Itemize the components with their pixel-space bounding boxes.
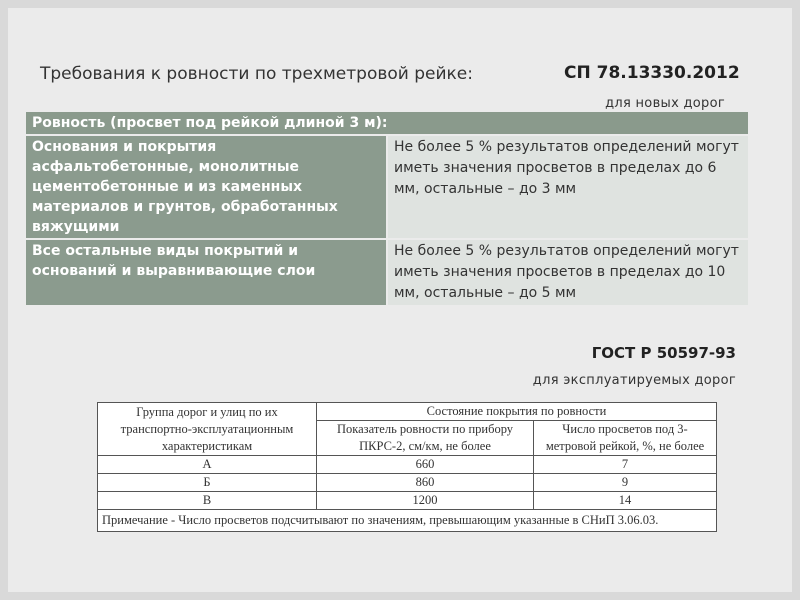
table-row (25, 239, 749, 306)
col-header-index: Показатель ровности по прибору ПКРС-2, см/км, не более (317, 421, 534, 456)
group-cell: В (98, 492, 317, 510)
sp-requirements-table (24, 110, 750, 307)
table-row (25, 135, 749, 239)
index-cell: 660 (317, 456, 534, 474)
slide-title: Требования к ровности по трехметровой рейке: (40, 64, 473, 84)
standard-code-sp: СП 78.13330.2012 (564, 63, 740, 83)
standard-subtitle-new-roads: для новых дорог (605, 96, 725, 111)
count-cell: 14 (534, 492, 717, 510)
standard-subtitle-existing-roads: для эксплуатируемых дорог (532, 373, 736, 388)
surface-type-cell: Основания и покрытия асфальтобетонные, монолитные цементобетонные и из каменных материалов и грунтов, обработанных вяжущими (25, 135, 387, 239)
requirement-cell: Не более 5 % результатов определений могут иметь значения просветов в пределах до 6 мм, остальные – до 3 мм (387, 135, 749, 239)
table-row (98, 456, 717, 474)
col-header-count: Число просветов под 3-метровой рейкой, %, не более (534, 421, 717, 456)
table-header: Ровность (просвет под рейкой длиной 3 м): (25, 111, 749, 135)
table-row (98, 474, 717, 492)
group-cell: А (98, 456, 317, 474)
gost-table (97, 402, 717, 532)
index-cell: 860 (317, 474, 534, 492)
requirement-cell: Не более 5 % результатов определений могут иметь значения просветов в пределах до 10 мм, остальные – до 5 мм (387, 239, 749, 306)
standard-code-gost: ГОСТ Р 50597-93 (591, 344, 736, 362)
table-row (98, 492, 717, 510)
col-header-state: Состояние покрытия по ровности (317, 403, 717, 421)
group-cell: Б (98, 474, 317, 492)
index-cell: 1200 (317, 492, 534, 510)
surface-type-cell: Все остальные виды покрытий и оснований и выравнивающие слои (25, 239, 387, 306)
count-cell: 9 (534, 474, 717, 492)
count-cell: 7 (534, 456, 717, 474)
table-note: Примечание - Число просветов подсчитывают по значениям, превышающим указанные в СНиП 3.06.03. (98, 510, 717, 532)
col-header-group: Группа дорог и улиц по их транспортно-эксплуатационным характеристикам (98, 403, 317, 456)
